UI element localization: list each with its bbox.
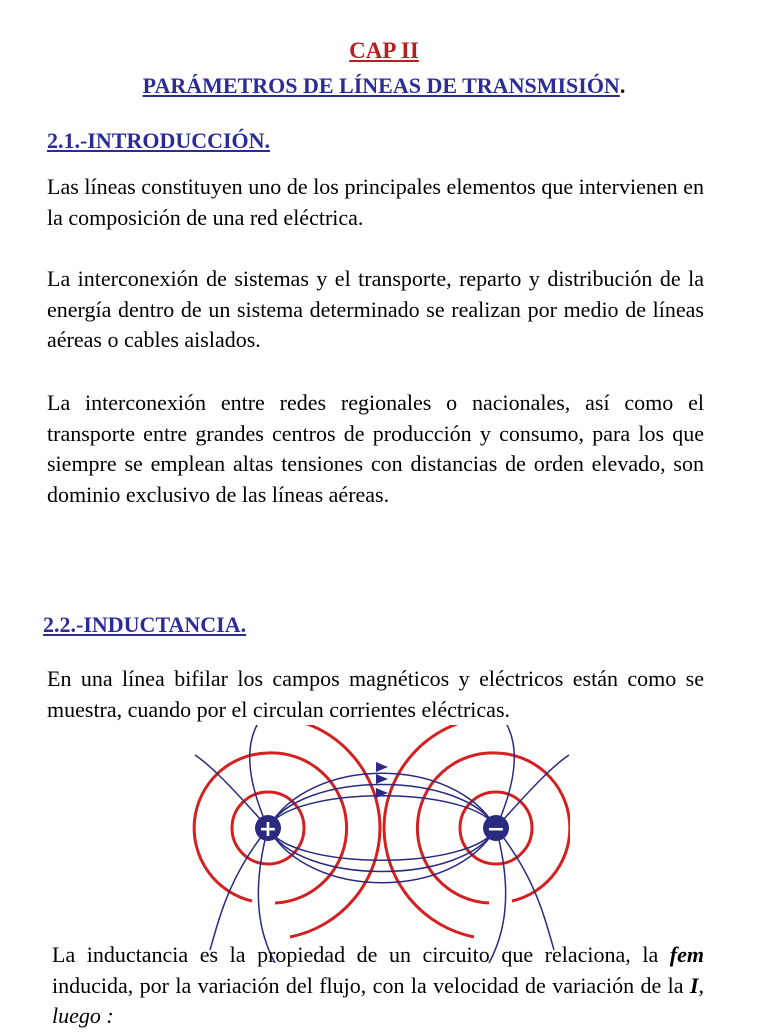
paragraph-intro-2: La interconexión de sistemas y el transporte, reparto y distribución de la energía dentro de un sistema determinado se realizan por medio de líneas aéreas o cables aislados. (47, 266, 704, 352)
electric-field-lines (195, 725, 569, 963)
svg-text:+: + (258, 817, 278, 842)
magnetic-field-lines (194, 725, 570, 937)
paragraph-intro-1: Las líneas constituyen uno de los principales elementos que intervienen en la composición de una red eléctrica. (47, 174, 704, 230)
svg-text:−: − (486, 817, 506, 842)
negative-conductor (483, 815, 509, 842)
paragraph-inductancia-1: En una línea bifilar los campos magnéticos y eléctricos están como se muestra, cuando por el circulan corrientes eléctricas. (47, 666, 704, 722)
paragraph-inductance-definition: La inductancia es la propiedad de un circuito que relaciona, la fem inducida, por la variación del flujo, con la velocidad de variación de la I, luego : (52, 942, 704, 1028)
field-direction-arrows (376, 762, 388, 798)
page-title: PARÁMETROS DE LÍNEAS DE TRANSMISIÓN. (142, 73, 626, 98)
section-heading-inductancia: 2.2.-INDUCTANCIA. (43, 612, 247, 637)
paragraph-intro-3: La interconexión entre redes regionales o nacionales, así como el transporte entre grandes centros de producción y consumo, para los que siempre se emplean altas tensiones con distancias de orden elevado, son dominio exclusivo de las líneas aéreas. (47, 390, 704, 507)
section-heading-introduccion: 2.1.-INTRODUCCIÓN. (47, 128, 271, 153)
positive-conductor (255, 815, 281, 842)
bifilar-line-field-diagram (190, 725, 570, 963)
chapter-label: CAP II (349, 38, 419, 63)
